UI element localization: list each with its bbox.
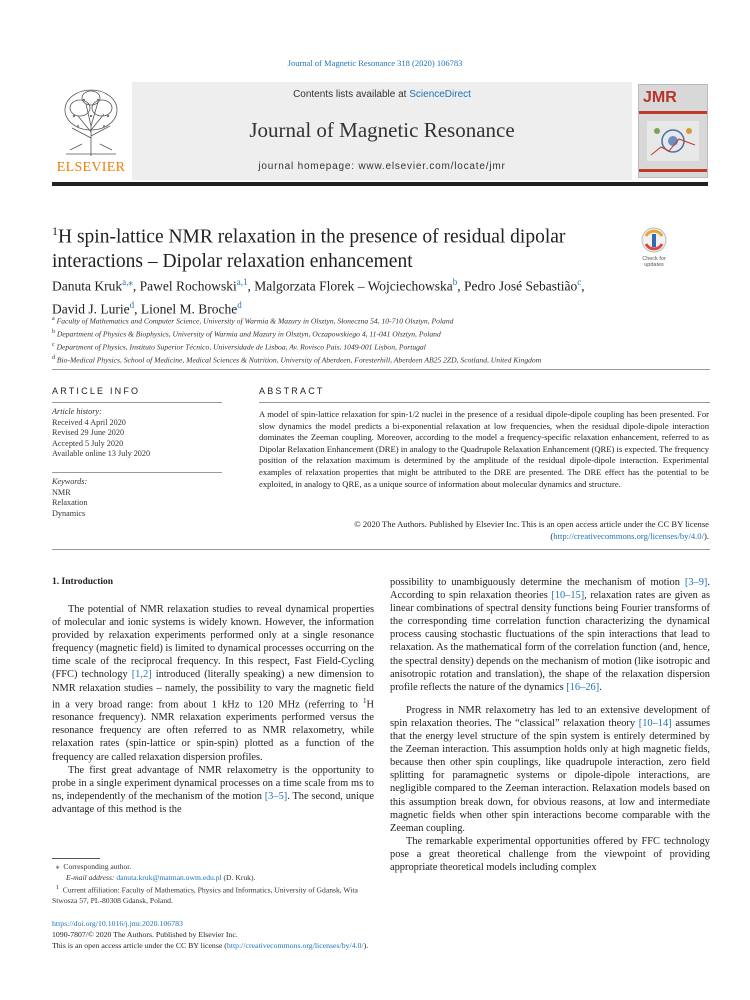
cover-label: JMR [643,89,677,106]
issn-line: 1090-7807/© 2020 The Authors. Published by Elsevier Inc. [52,929,238,939]
author-name[interactable]: Pawel Rochowski [139,278,237,294]
body-column-right [390,576,710,874]
license-link[interactable]: http://creativecommons.org/licenses/by/4.0/ [226,940,364,950]
footnote-mark: 1 [55,884,59,891]
doi-link[interactable]: https://doi.org/10.1016/j.jmr.2020.106783 [52,919,183,928]
journal-citation[interactable]: Journal of Magnetic Resonance 318 (2020) 106783 [287,58,463,68]
keyword-item: Relaxation [52,498,88,508]
footnote-text: Corresponding author. [63,862,132,871]
affiliations [52,314,692,367]
author-affil-marker[interactable]: a,⁎ [122,277,133,287]
journal-homepage [132,161,632,172]
license-line [52,941,712,952]
footnote-item [52,862,374,873]
author-name[interactable]: Lionel M. Broche [140,301,238,316]
publisher-name: ELSEVIER [56,160,126,175]
paragraph: The remarkable experimental opportunities offered by FFC technology pose a great theoretical challenge from the viewpoint of providing appropriate theoretical models including complex [390,835,710,873]
author-affil-marker[interactable]: a,1 [236,277,248,287]
abstract-text: A model of spin-lattice relaxation for spin-1/2 nuclei in the presence of a residual dipole-dipole coupling has been presented. For slow dynamics the model predicts a bi-exponential relaxation at low frequencies, when the residual dipole-dipole interaction dominates the Zeeman coupling. Moreover, according to the model a frequency-specific relaxation enhancement, referred to as Dipolar Relaxation Enhancement (DRE) in analogy to the Quadrupole Relaxation Enhancement (QRE) is expected. The frequency position of the relaxation maximum is determined by the amplitude of the residual dipole-dipole interaction. Experimental examples of relaxation properties that might be attributed to the DRE are presented. The DRE effect has the potential to be exploited, in analogy to QRE, as a unique source of information about molecular dynamics and structure. [259,409,709,489]
author-name[interactable]: Malgorzata Florek – Wojciechowska [254,278,453,294]
journal-cover-thumbnail[interactable] [638,84,708,178]
body-column-left [52,603,374,816]
text-run: . The second, unique advantage of this method is the [52,790,374,815]
elsevier-tree-icon [58,86,124,158]
cover-figure-icon [647,121,699,161]
text-run: H resonance frequency). NMR relaxation experiments performed versus the resonance frequency are often referred to as NMR relaxometry, while relaxation rates (spin-lattice or spin-spin) plotted as a function of the frequency are called relaxation dispersion profiles. [52,699,374,763]
text-run: assumes that the energy level structure of the spin system is entirely determined by the Zeeman interaction. This assumption holds only at high magnetic fields, because then other spin couplings, like quadrupole interaction, zero field splitting for paramagnetic systems or dipole-dipole interactions, are negligible compared to the Zeeman interaction. Relaxation models based on this assumption break down, for obvious reasons, at low and intermediate magnetic fields when other spin interactions become comparable with the Zeeman coupling. [390,717,710,834]
keyword-item: NMR [52,487,71,497]
affiliation-text: Department of Physics & Biophysics, University of Warmia and Mazury in Olsztyn, Oczapowskiego 4, 11-041 Olsztyn, Poland [56,329,441,339]
text-run: introduced (literally speaking) a new dimension to NMR relaxation studies – namely, the possibility to vary the magnetic field in a very broad range: from about 1 kHz to 120 MHz (referring to [52,669,374,711]
author-name[interactable]: David J. Lurie [52,301,130,316]
footnotes [52,862,374,907]
citation-link[interactable]: [1,2] [131,669,152,681]
history-item: Available online 13 July 2020 [52,449,151,459]
check-updates-label: Check for updates [642,256,666,268]
superscript: 1 [362,696,367,705]
license-link[interactable]: http://creativecommons.org/licenses/by/4.0/ [553,530,704,541]
author-name[interactable]: Danuta Kruk [52,278,123,294]
journal-title: Journal of Magnetic Resonance [249,118,515,142]
text-run: The potential of NMR relaxation studies to reveal dynamical properties of molecular and ionic systems is widely known. However, the information provided by relaxation experiments performed only at a single resonance frequency (magnetic field) is limited to dynamical processes occurring on the time scale of the reciprocal frequency. In this respect, Fast Field-Cycling (FFC) technology [52,604,374,681]
journal-header [52,82,708,188]
copyright-end: ). [703,530,709,541]
affiliation-item [52,340,692,353]
history-item: Revised 29 June 2020 [52,428,125,438]
text-run: . [599,681,602,693]
keyword-item: Dynamics [52,508,86,518]
author-name[interactable]: Pedro José Sebastião [463,278,578,294]
text-run: The first great advantage of NMR relaxometry is the opportunity to probe in a single experiment dynamical processes on a time scale from ms to ns, independently of the mechanism of the motion [52,764,374,802]
email-label: E-mail address: [66,872,117,882]
author-separator: , [134,301,141,316]
contents-prefix: Contents lists available at [293,89,410,100]
author-affil-marker[interactable]: d [129,299,135,310]
divider [52,369,710,370]
divider [52,472,222,473]
citation-link[interactable]: [3–9] [684,577,708,588]
author-separator: , [132,278,140,294]
title-superscript: 1 [52,224,58,238]
homepage-link[interactable]: www.elsevier.com/locate/jmr [358,161,506,172]
check-for-updates-badge[interactable] [636,226,672,270]
author-separator: , [247,278,255,294]
homepage-prefix: journal homepage: [258,161,359,172]
abstract-copyright [259,519,709,542]
divider [52,402,222,403]
citation-link[interactable]: [16–26] [566,681,600,693]
affiliation-marker: d [52,355,55,362]
footnote-mark: ⁎ [55,862,60,871]
author-separator: , [581,278,585,294]
affiliation-text: Faculty of Mathematics and Computer Science, University of Warmia & Mazury in Olsztyn, Słoneczna 54, 10-710 Olsztyn, Poland [56,316,454,326]
affiliation-item [52,314,692,327]
affiliation-text: Bio-Medical Physics, School of Medicine, Medical Sciences & Nutrition, University of Aberdeen, Foresterhill, Aberdeen AB25 2ZD, Scotland, United Kingdom [56,355,542,365]
license-end: ). [363,940,369,950]
author-affil-marker[interactable]: d [237,299,242,310]
paragraph [52,603,374,764]
contents-line [132,89,632,100]
affiliation-text: Department of Physics, Instituto Superior Técnico, Universidade de Lisboa, Av. Rovisco Pais, 1049-001 Lisbon, Portugal [56,342,426,352]
email-link[interactable]: danuta.kruk@matman.uwm.edu.pl [116,872,222,882]
footnote-text: (D. Kruk). [221,872,256,882]
footnote-text: Current affiliation: Faculty of Mathematics, Physics and Informatics, University of Gdansk, Wita Stwosza 57, PL-80308 Gdansk, Poland. [52,885,358,906]
citation-link[interactable]: [3–5] [264,790,288,802]
article-info-heading: ARTICLE INFO [52,386,141,396]
text-run: Progress in NMR relaxometry has led to an extensive development of spin relaxation theories. The “classical” relaxation theory [390,704,710,729]
history-item: Received 4 April 2020 [52,417,126,427]
copyright-text: © 2020 The Authors. Published by Elsevier Inc. This is an open access article under the CC BY license ( [354,519,709,541]
elsevier-logo[interactable] [52,84,130,178]
author-affil-marker[interactable]: b [452,277,458,287]
author-separator: , [457,278,464,294]
divider [259,402,710,403]
affiliation-marker: c [52,342,55,349]
footnote-item [52,883,374,907]
paragraph [390,576,710,694]
cover-band [639,111,707,114]
keywords-label: Keywords: [52,477,88,486]
citation-link[interactable]: [10–14] [638,717,672,729]
paragraph [52,764,374,816]
cover-band-bottom [639,169,707,172]
sciencedirect-link[interactable]: ScienceDirect [409,89,471,100]
affiliation-marker: b [52,329,55,336]
affiliation-item [52,353,692,366]
title-line-2: interactions – Dipolar relaxation enhancement [52,250,413,272]
article-footer [52,919,712,951]
history-label: Article history: [52,407,102,416]
paragraph [390,704,710,835]
paper-title [52,219,612,274]
text-run: , relaxation rates are given as linear combinations of spectral density functions being Fourier transforms of the corresponding time correlation function characterizing the dynamical process causing stochastic fluctuations of the spin interactions that lead to relaxation. As the mathematical form of the correlation function (and, hence, the spectral density) depends on the mechanism of motion (like isotropic and anisotropic rotation and translation), the shape of the relaxation dispersion profile reflects the nature of the dynamics [390,590,711,693]
affiliation-item [52,327,692,340]
check-updates-icon [636,226,672,256]
footnote-item [52,873,374,884]
divider [52,549,710,550]
text-run: . According to spin relaxation theories [390,577,710,602]
section-heading: 1. Introduction [52,577,114,587]
author-list [52,273,692,318]
article-history [52,407,222,460]
keywords [52,477,222,519]
text-run: possibility to unambiguously determine the mechanism of motion [390,577,685,588]
author-affil-marker[interactable]: c [577,277,582,287]
abstract-heading: ABSTRACT [259,386,325,396]
history-item: Accepted 5 July 2020 [52,438,124,448]
affiliation-marker: a [52,316,55,322]
citation-link[interactable]: [10–15] [551,590,585,602]
header-rule [52,182,708,186]
title-line-1: H spin-lattice NMR relaxation in the presence of residual dipolar [58,226,566,248]
license-prefix: This is an open access article under the CC BY license ( [52,940,227,950]
footnote-divider [52,858,100,859]
